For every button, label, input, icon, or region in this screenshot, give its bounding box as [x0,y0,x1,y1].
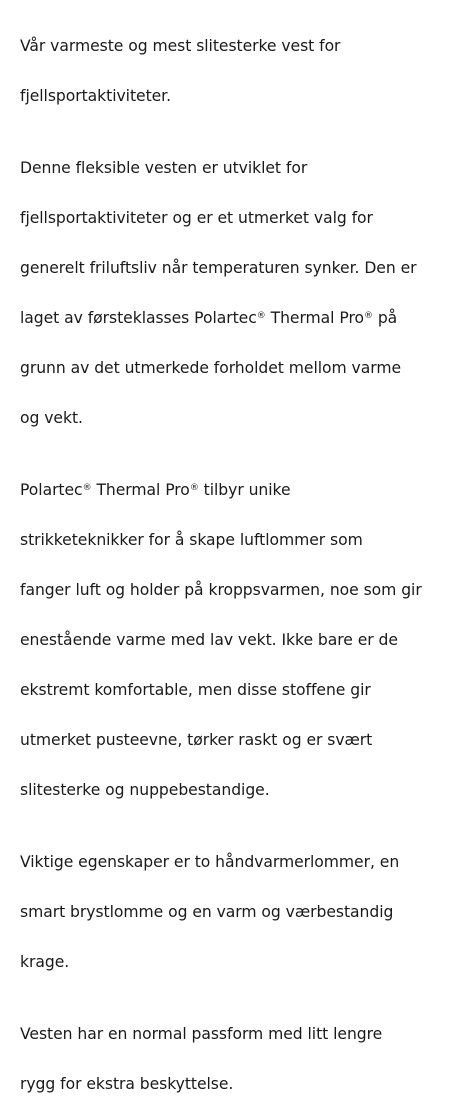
line: Denne fleksible vesten er utviklet for [20,159,308,177]
description-paragraph-2 [20,131,450,431]
line: Vår varmeste og mest slitesterke vest for [20,37,341,55]
line: generelt friluftsliv når temperaturen synker. Den er [20,259,417,277]
line: fanger luft og holder på kroppsvarmen, noe som gir [20,581,422,599]
line: slitesterke og nuppebestandige. [20,781,270,799]
line: og vekt. [20,409,83,427]
description-paragraph-5 [20,997,450,1097]
line: krage. [20,953,70,971]
line: ekstremt komfortable, men disse stoffene gir [20,681,371,699]
line: enestående varme med lav vekt. Ikke bare er de [20,631,398,649]
description-paragraph-1 [20,9,450,109]
line: smart brystlomme og en varm og værbestandig [20,903,394,921]
line: utmerket pusteevne, tørker raskt og er svært [20,731,373,749]
line: grunn av det utmerkede forholdet mellom varme [20,359,402,377]
line: fjellsportaktiviteter og er et utmerket valg for [20,209,373,227]
line: laget av førsteklasses Polartec® Thermal Pro® på [20,309,398,327]
description-paragraph-3 [20,453,450,803]
line: Polartec® Thermal Pro® tilbyr unike [20,481,291,499]
line: Vesten har en normal passform med litt lengre [20,1025,383,1043]
line: Viktige egenskaper er to håndvarmerlommer, en [20,853,400,871]
line: strikketeknikker for å skape luftlommer som [20,531,363,549]
line: fjellsportaktiviteter. [20,87,172,105]
line: rygg for ekstra beskyttelse. [20,1075,234,1093]
description-paragraph-4 [20,825,450,975]
product-description [20,9,450,1097]
